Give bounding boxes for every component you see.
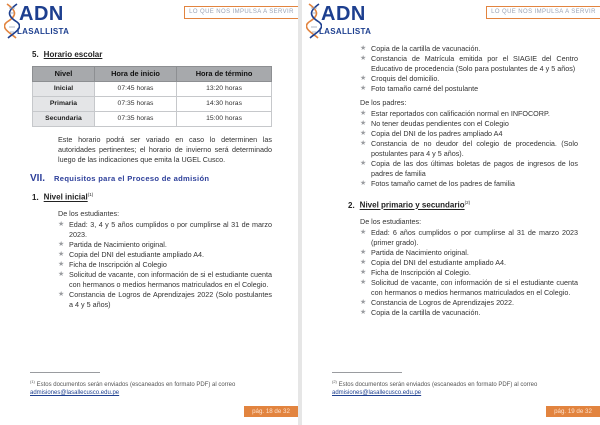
- star-bullet-icon: ★: [360, 268, 367, 276]
- table-header-row: [33, 67, 272, 82]
- table-cell-level: Secundaria: [33, 112, 95, 127]
- left-page: [0, 0, 298, 425]
- footnote-text: Estos documentos serán enviados (escaneados en formato PDF) al correo: [36, 382, 236, 388]
- list-item: ★ Solicitud de vacante, con información de si el estudiante cuenta con hermanos o medios hermanos matriculados en el Colegio.: [58, 269, 272, 289]
- star-bullet-icon: ★: [360, 140, 367, 147]
- schedule-note: Este horario podrá ser variado en caso lo determinen las autoridades pertinentes; el horario de invierno será determinado luego de las indicaciones que emita la UGEL Cusco.: [58, 135, 272, 164]
- table-row: [33, 112, 272, 127]
- list-item: ★ Copia del DNI de los padres ampliado A4: [360, 129, 503, 138]
- star-bullet-icon: ★: [360, 160, 367, 167]
- schedule-heading: [32, 50, 272, 60]
- list-item: ★ Ficha de Inscripción al Colegio: [58, 259, 167, 269]
- logo-subtitle: LASALLISTA: [319, 27, 372, 36]
- footnote: [30, 378, 280, 397]
- list-item: ★ Copia del DNI del estudiante ampliado A4.: [58, 249, 205, 259]
- list-item: ★ Edad: 6 años cumplidos o por cumplirse al 31 de marzo 2023 (primer grado).: [360, 227, 578, 247]
- banner-text: LO QUE NOS IMPULSA A SERVIR: [491, 9, 596, 15]
- list-item: ★ No tener deudas pendientes con el Colegio: [360, 119, 509, 128]
- header-banner: [486, 6, 600, 19]
- star-bullet-icon: ★: [360, 180, 367, 187]
- subsection-title: Nivel primario y secundario: [359, 200, 465, 210]
- table-cell: 13:20 horas: [177, 82, 272, 97]
- table-row: [33, 97, 272, 112]
- star-bullet-icon: ★: [360, 130, 367, 137]
- star-bullet-icon: ★: [360, 278, 367, 286]
- page-number: pág. 19 de 32: [554, 408, 592, 415]
- list-item: ★ Copia del DNI del estudiante ampliado A4.: [360, 257, 507, 267]
- left-page-content: [32, 44, 272, 310]
- list-item: ★ Solicitud de vacante, con información de si el estudiante cuenta con hermanos o medios hermanos matriculados en el Colegio.: [360, 277, 578, 297]
- list-item: ★ Constancia de no deudor del colegio de procedencia. (Solo postulantes para 4 y 5 años).: [360, 139, 578, 158]
- list-item: ★ Foto tamaño carné del postulante: [360, 84, 479, 93]
- banner-text: LO QUE NOS IMPULSA A SERVIR: [189, 9, 294, 15]
- subsection-title: Nivel inicial: [43, 192, 88, 202]
- parents-intro: De los padres:: [360, 98, 407, 107]
- list-item: ★ Constancia de Logros de Aprendizajes 2022 (Solo postulantes a 4 y 5 años): [58, 289, 272, 309]
- parents-requirements-list: [334, 109, 578, 189]
- star-bullet-icon: ★: [360, 120, 367, 127]
- table-cell: 07:45 horas: [94, 82, 176, 97]
- footnote-divider: [30, 372, 100, 373]
- logo-subtitle: LASALLISTA: [17, 27, 70, 36]
- star-bullet-icon: ★: [360, 85, 367, 92]
- logo-word: ADN: [19, 3, 64, 25]
- schedule-table: [32, 66, 272, 127]
- adn-lasallista-logo: [306, 2, 372, 42]
- footnote-marker: (1): [30, 379, 35, 384]
- footnote-email-link[interactable]: admisiones@lasallecusco.edu.pe: [332, 390, 422, 396]
- table-cell: 07:35 horas: [94, 97, 176, 112]
- page-number-badge: [244, 406, 298, 417]
- list-item: ★ Copia de la cartilla de vacunación.: [360, 307, 481, 317]
- footnote-text: Estos documentos serán enviados (escaneados en formato PDF) al correo: [338, 382, 538, 388]
- subsection-number: 1.: [32, 192, 39, 202]
- star-bullet-icon: ★: [360, 75, 367, 82]
- star-bullet-icon: ★: [58, 240, 65, 248]
- requirements-list: [32, 220, 272, 310]
- table-cell: 07:35 horas: [94, 112, 176, 127]
- page-number: pág. 18 de 32: [252, 408, 290, 415]
- list-item: ★ Ficha de Inscripción al Colegio.: [360, 267, 471, 277]
- table-header-cell: Nivel: [33, 67, 95, 82]
- list-item: ★ Partida de Nacimiento original.: [58, 239, 167, 249]
- footnote-reference: (1): [87, 192, 94, 197]
- star-bullet-icon: ★: [58, 250, 65, 258]
- right-page-content: [334, 44, 578, 318]
- requirements-list-continued: [334, 44, 578, 94]
- section-title: Requisitos para el Proceso de admisión: [54, 174, 210, 183]
- star-bullet-icon: ★: [360, 228, 367, 236]
- star-bullet-icon: ★: [360, 298, 367, 306]
- table-cell: 15:00 horas: [177, 112, 272, 127]
- star-bullet-icon: ★: [360, 258, 367, 266]
- table-header-cell: Hora de término: [177, 67, 272, 82]
- adn-lasallista-logo: [4, 2, 70, 42]
- subsection-heading: [32, 190, 272, 203]
- subsection-number: 2.: [348, 200, 355, 210]
- list-item: ★ Croquis del domicilio.: [360, 74, 440, 83]
- section-heading: [30, 174, 272, 184]
- requirements-list: [334, 228, 578, 318]
- list-item: ★ Estar reportados con calificación normal en INFOCORP.: [360, 109, 550, 118]
- table-cell-level: Primaria: [33, 97, 95, 112]
- footnote-email-link[interactable]: admisiones@lasallecusco.edu.pe: [30, 390, 120, 396]
- students-intro: De los estudiantes:: [360, 216, 422, 226]
- star-bullet-icon: ★: [360, 55, 367, 62]
- list-item: ★ Edad: 3, 4 y 5 años cumplidos o por cumplirse al 31 de marzo 2023.: [58, 219, 272, 239]
- table-cell: 14:30 horas: [177, 97, 272, 112]
- table-cell-level: Inicial: [33, 82, 95, 97]
- list-item: ★ Constancia de Matrícula emitida por el SIAGIE del Centro Educativo de procedencia (Solo para postulantes de 4 y 5 años): [360, 54, 578, 73]
- star-bullet-icon: ★: [58, 220, 65, 228]
- students-intro: De los estudiantes:: [58, 208, 120, 218]
- header-banner: [184, 6, 298, 19]
- footnote-reference: (2): [464, 200, 471, 205]
- footnote-divider: [332, 372, 402, 373]
- list-item: ★ Copia de las dos últimas boletas de pagos de ingresos de los padres de familia: [360, 159, 578, 178]
- list-item: ★ Copia de la cartilla de vacunación.: [360, 44, 481, 53]
- footnote: [332, 378, 582, 397]
- logo-word: ADN: [321, 3, 366, 25]
- subsection-heading: [348, 198, 578, 211]
- schedule-heading-title: Horario escolar: [43, 50, 103, 59]
- star-bullet-icon: ★: [58, 260, 65, 268]
- page-number-badge: [546, 406, 600, 417]
- list-item: ★ Partida de Nacimiento original.: [360, 247, 469, 257]
- star-bullet-icon: ★: [360, 45, 367, 52]
- list-item: ★ Constancia de Logros de Aprendizajes 2022.: [360, 297, 515, 307]
- list-item: ★ Fotos tamaño carnet de los padres de familia: [360, 179, 515, 188]
- star-bullet-icon: ★: [58, 270, 65, 278]
- star-bullet-icon: ★: [360, 110, 367, 117]
- star-bullet-icon: ★: [58, 290, 65, 298]
- star-bullet-icon: ★: [360, 248, 367, 256]
- schedule-heading-number: 5.: [32, 50, 39, 59]
- footnote-marker: (2): [332, 379, 337, 384]
- table-header-cell: Hora de inicio: [94, 67, 176, 82]
- table-row: [33, 82, 272, 97]
- star-bullet-icon: ★: [360, 308, 367, 316]
- section-number: VII.: [30, 173, 46, 184]
- right-page: [302, 0, 600, 425]
